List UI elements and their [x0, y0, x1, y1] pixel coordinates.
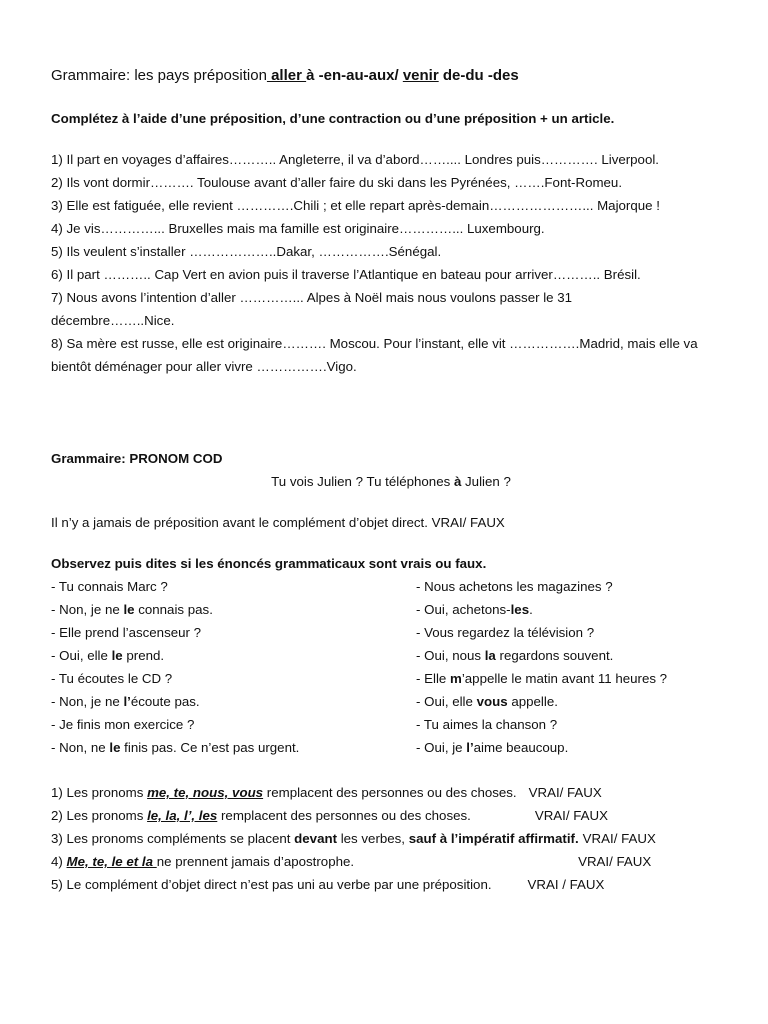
dialogue-right: - Nous achetons les magazines ? — [416, 579, 613, 594]
dialogue-row — [51, 690, 731, 713]
dialogue-row — [51, 713, 731, 736]
exercise-item: 8) Sa mère est russe, elle est originaire………. Moscou. Pour l’instant, elle vit …………….Madrid, mais elle va bientôt déménager pour aller vivre …………….Vigo. — [51, 336, 698, 374]
dialogue-left: - Tu connais Marc ? — [51, 579, 168, 594]
dialogue-row — [51, 598, 731, 621]
section2-instruction: Observez puis dites si les énoncés grammaticaux sont vrais ou faux. — [51, 556, 487, 571]
dialogue-left: - Elle prend l’ascenseur ? — [51, 625, 202, 640]
dialogue-left: - Je finis mon exercice ? — [51, 717, 195, 732]
statement-row — [51, 804, 731, 827]
vrai-faux-answer: VRAI/ FAUX — [534, 808, 608, 823]
dialogue-left: - Oui, elle le prend. — [51, 648, 165, 663]
statement-text: 4) Me, te, le et la ne prennent jamais d’apostrophe. — [51, 854, 355, 869]
title-contractions: -en-au-aux/ — [314, 67, 399, 84]
vrai-faux-answer: VRAI/ FAUX — [528, 785, 602, 800]
exercise-item: 4) Je vis…………... Bruxelles mais ma famille est originaire…………... Luxembourg. — [51, 221, 545, 236]
dialogue-left: - Non, je ne l’écoute pas. — [51, 694, 200, 709]
dialogue-right: - Vous regardez la télévision ? — [416, 625, 595, 640]
dialogue-row — [51, 575, 731, 598]
statement-row — [51, 827, 731, 850]
statement-text: 1) Les pronoms me, te, nous, vous remplacent des personnes ou des choses. — [51, 785, 517, 800]
exercise-item: 7) Nous avons l’intention d’aller …………... Alpes à Noël mais nous voulons passer le 31 décembre……..Nice. — [51, 290, 573, 328]
dialogue-left: - Tu écoutes le CD ? — [51, 671, 173, 686]
title-de: de-du -des — [438, 67, 519, 84]
dialogue-row — [51, 621, 731, 644]
exercise-item: 6) Il part ……….. Cap Vert en avion puis il traverse l’Atlantique en bateau pour arriver……….. Brésil. — [51, 267, 641, 282]
dialogue-right: - Oui, nous la regardons souvent. — [416, 648, 614, 663]
dialogue-right: - Oui, elle vous appelle. — [416, 694, 558, 709]
section2-title: Grammaire: PRONOM COD — [51, 451, 223, 466]
dialogue-row — [51, 667, 731, 690]
dialogue-right: - Oui, achetons-les. — [416, 602, 533, 617]
cod-example: Tu vois Julien ? Tu téléphones à Julien ? — [271, 474, 511, 489]
dialogue-left: - Non, ne le finis pas. Ce n’est pas urgent. — [51, 740, 300, 755]
exercise-item: 5) Ils veulent s’installer ………………..Dakar, …………….Sénégal. — [51, 244, 442, 259]
true-false-statement: Il n’y a jamais de préposition avant le complément d’objet direct. VRAI/ FAUX — [51, 515, 505, 530]
dialogue-right: - Oui, je l’aime beaucoup. — [416, 740, 569, 755]
worksheet — [51, 62, 731, 896]
vrai-faux-answer: VRAI / FAUX — [527, 877, 605, 892]
grammar-statements — [51, 781, 731, 896]
dialogue-right: - Tu aimes la chanson ? — [416, 717, 558, 732]
statement-text: 2) Les pronoms le, la, l’, les remplacent des personnes ou des choses. — [51, 808, 471, 823]
vrai-faux-answer: VRAI/ FAUX — [582, 831, 656, 846]
dialogue-right: - Elle m’appelle le matin avant 11 heures ? — [416, 671, 668, 686]
dialogue-examples — [51, 575, 731, 759]
statement-row — [51, 850, 731, 873]
statement-text: 5) Le complément d’objet direct n’est pas uni au verbe par une préposition. — [51, 877, 492, 892]
section1-instruction: Complétez à l’aide d’une préposition, d’une contraction ou d’une préposition + un article. — [51, 111, 615, 126]
vrai-faux-answer: VRAI/ FAUX — [578, 854, 652, 869]
statement-row — [51, 873, 731, 896]
title-prefix: Grammaire: les pays préposition — [51, 67, 267, 84]
statement-row — [51, 781, 731, 804]
exercise-item: 3) Elle est fatiguée, elle revient ………….Chili ; et elle repart après-demain…………………... Majorque ! — [51, 198, 660, 213]
title-aller: aller — [266, 67, 307, 84]
exercise-item: 2) Ils vont dormir………. Toulouse avant d’aller faire du ski dans les Pyrénées, …….Font-Romeu. — [51, 175, 623, 190]
dialogue-row — [51, 736, 731, 759]
exercise-item: 1) Il part en voyages d’affaires……….. Angleterre, il va d’abord…….... Londres puis…………. Liverpool. — [51, 152, 659, 167]
title-venir: venir — [402, 67, 439, 84]
dialogue-left: - Non, je ne le connais pas. — [51, 602, 213, 617]
statement-text: 3) Les pronoms compléments se placent devant les verbes, sauf à l’impératif affirmatif. — [51, 831, 579, 846]
dialogue-row — [51, 644, 731, 667]
section1-title — [51, 62, 731, 90]
title-a: à — [306, 67, 315, 84]
section1-exercise-list — [51, 148, 731, 378]
